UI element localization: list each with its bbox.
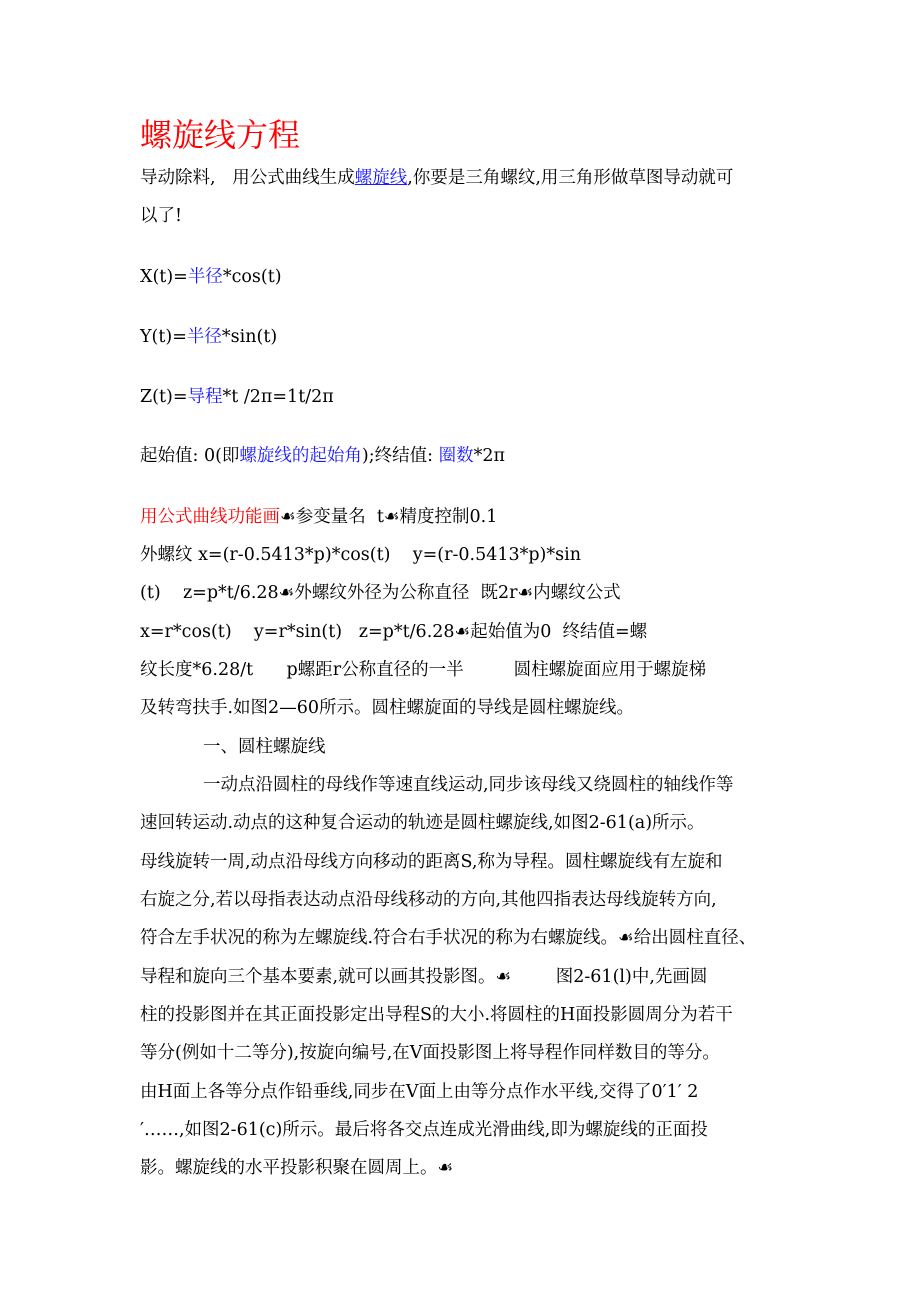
section-line: 等分(例如十二等分),按旋向编号,在V面投影图上将导程作同样数目的等分。 — [140, 1043, 720, 1063]
start-end-values — [140, 444, 505, 468]
section-line: 母线旋转一周,动点沿母线方向移动的距离S,称为导程。圆柱螺旋线有左旋和 — [140, 852, 723, 872]
formula-z-suffix: *t /2π=1t/2π — [222, 387, 334, 407]
section-line: 右旋之分,若以母指表达动点沿母线移动的方向,其他四指表达母线旋转方向, — [140, 890, 717, 910]
turns-term: 圈数 — [438, 446, 474, 466]
formula-x-radius: 半径 — [187, 267, 223, 287]
section-line: 由H面上各等分点作铅垂线,同步在V面上由等分点作水平线,交得了0′1′ 2 — [140, 1082, 699, 1102]
formula-z-lead: 导程 — [187, 387, 223, 407]
intro-text-b: ,你要是三角螺纹,用三角形做草图导动就可 — [407, 168, 734, 188]
intro-line-2: 以了! — [140, 206, 183, 226]
formula-x-suffix: *cos(t) — [222, 267, 282, 287]
start-angle-term: 螺旋线的起始角 — [239, 446, 362, 466]
body-line: x=r*cos(t) y=r*sin(t) z=p*t/6.28☙起始值为0 终结值=螺 — [140, 622, 648, 642]
intro-line-1 — [140, 166, 733, 190]
start-text-b: );终结值: — [361, 446, 439, 466]
formula-z-prefix: Z(t)= — [140, 387, 188, 407]
body-line: 外螺纹 x=(r-0.5413*p)*cos(t) y=(r-0.5413*p)*sin — [140, 545, 581, 565]
section-line: 导程和旋向三个基本要素,就可以画其投影图。☙ 图2-61(l)中,先画圆 — [140, 967, 708, 987]
start-text-c: *2π — [473, 446, 505, 466]
formula-y — [140, 325, 277, 349]
formula-z — [140, 385, 334, 409]
section-line: 速回转运动.动点的这种复合运动的轨迹是圆柱螺旋线,如图2-61(a)所示。 — [140, 813, 705, 833]
section-line: 符合左手状况的称为左螺旋线.符合右手状况的称为右螺旋线。☙给出圆柱直径、 — [140, 928, 757, 948]
formula-x-prefix: X(t)= — [140, 267, 188, 287]
body-line: (t) z=p*t/6.28☙外螺纹外径为公称直径 既2r☙内螺纹公式 — [140, 583, 621, 603]
section-line: 柱的投影图并在其正面投影定出导程S的大小.将圆柱的H面投影圆周分为若干 — [140, 1005, 733, 1025]
section-heading: 一、圆柱螺旋线 — [203, 737, 326, 757]
section-line: 影。螺旋线的水平投影积聚在圆周上。☙ — [140, 1158, 454, 1178]
formula-y-prefix: Y(t)= — [140, 327, 187, 347]
start-text-a: 起始值: 0(即 — [140, 446, 240, 466]
page-title: 螺旋线方程 — [140, 116, 301, 154]
helix-link[interactable]: 螺旋线 — [354, 168, 408, 188]
formula-function-line — [140, 505, 497, 529]
section-line: 一动点沿圆柱的母线作等速直线运动,同步该母线又绕圆柱的轴线作等 — [203, 775, 734, 795]
section-line: ′……,如图2-61(c)所示。最后将各交点连成光滑曲线,即为螺旋线的正面投 — [140, 1120, 708, 1140]
body-line: 及转弯扶手.如图2—60所示。圆柱螺旋面的导线是圆柱螺旋线。 — [140, 698, 634, 718]
formula-y-radius: 半径 — [186, 327, 222, 347]
formula-y-suffix: *sin(t) — [221, 327, 278, 347]
formula-x — [140, 265, 282, 289]
formula-function-params: ☙参变量名 t☙精度控制0.1 — [280, 507, 498, 527]
intro-text-a: 导动除料, 用公式曲线生成 — [140, 168, 355, 188]
formula-function-label: 用公式曲线功能画 — [140, 507, 280, 527]
body-line: 纹长度*6.28/t p螺距r公称直径的一半 圆柱螺旋面应用于螺旋梯 — [140, 660, 707, 680]
